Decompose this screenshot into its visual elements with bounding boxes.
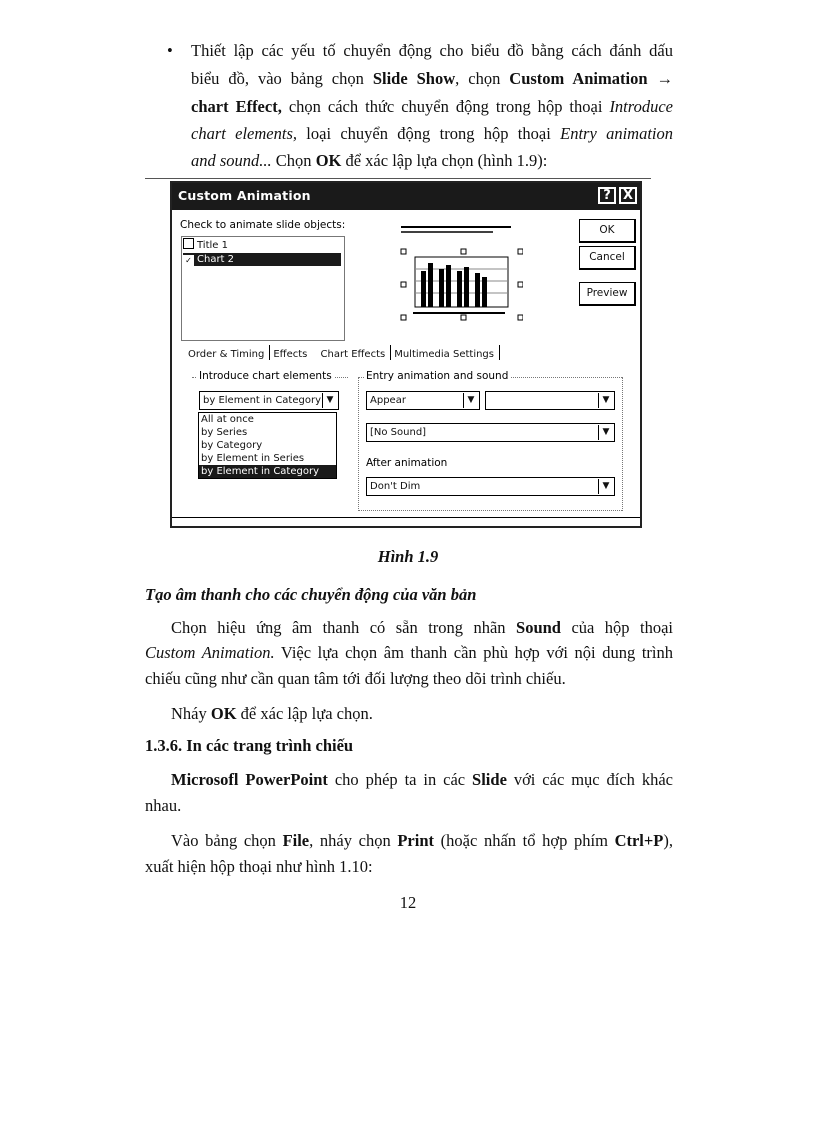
entry-label: Entry animation and sound bbox=[366, 370, 509, 382]
dialog-bottom-line bbox=[172, 517, 640, 518]
shortcut-term: Ctrl+P bbox=[614, 831, 664, 850]
tab-order-timing[interactable]: Order & Timing bbox=[188, 349, 265, 360]
intro-text: để xác lập lựa chọn (hình 1.9): bbox=[341, 151, 548, 170]
page-number: 12 bbox=[399, 893, 417, 912]
figure-top-rule bbox=[145, 178, 651, 179]
intro-text: chọn cách thức chuyển động trong hộp thoại bbox=[281, 97, 610, 116]
para1-line-2 bbox=[145, 639, 673, 666]
preview-button[interactable]: Preview bbox=[579, 282, 636, 306]
objects-list[interactable] bbox=[181, 236, 345, 341]
object-item-chart[interactable] bbox=[183, 253, 341, 266]
after-animation-select[interactable] bbox=[366, 477, 615, 496]
help-button[interactable]: ? bbox=[598, 187, 616, 204]
menu-slide-show: Slide Show bbox=[372, 69, 456, 88]
after-animation-label: After animation bbox=[366, 457, 448, 469]
para1-line-1 bbox=[171, 614, 673, 641]
option-by-series[interactable]: by Series bbox=[201, 427, 248, 438]
intro-text: Thiết lập các yếu tố chuyển động cho biểu đồ bằng cách đánh dấu bbox=[191, 41, 673, 60]
para-text: Việc lựa chọn âm thanh cần phù hợp với nội dung trình bbox=[274, 643, 673, 662]
intro-text: loại chuyển động trong hộp thoại bbox=[297, 124, 561, 143]
after-value: Don't Dim bbox=[370, 481, 421, 492]
para-text: ), bbox=[663, 831, 673, 850]
slide-preview bbox=[393, 221, 523, 321]
file-term: File bbox=[282, 831, 310, 850]
introduce-value: by Element in Category bbox=[203, 395, 321, 406]
chevron-down-icon[interactable]: ▼ bbox=[463, 393, 478, 408]
tab-strip bbox=[188, 345, 503, 360]
chevron-down-icon[interactable]: ▼ bbox=[598, 479, 613, 494]
option-by-category[interactable]: by Category bbox=[201, 440, 263, 451]
para-text: cho phép ta in các bbox=[327, 770, 473, 789]
checkbox-checked-icon[interactable]: ✓ bbox=[183, 255, 194, 266]
checkbox-icon[interactable] bbox=[183, 238, 194, 249]
para-text: Vào bảng chọn bbox=[171, 831, 283, 850]
chart-effect-term: chart Effect, bbox=[191, 97, 282, 116]
para-text: của hộp thoại bbox=[560, 618, 673, 637]
intro-line-3 bbox=[191, 93, 673, 120]
introduce-options-list[interactable] bbox=[198, 412, 337, 479]
custom-animation-term: Custom Animation. bbox=[145, 643, 275, 662]
and-sound-term: and sound... bbox=[191, 151, 272, 170]
entry-group-right-border bbox=[622, 377, 624, 511]
tab-chart-effects[interactable]: Chart Effects bbox=[320, 349, 386, 360]
dialog-titlebar bbox=[172, 183, 640, 210]
heading-1-3-6: 1.3.6. In các trang trình chiếu bbox=[145, 736, 354, 755]
introduce-label: Introduce chart elements bbox=[199, 370, 332, 382]
tab-divider bbox=[269, 345, 270, 360]
tab-divider bbox=[499, 345, 500, 360]
chart-thumbnail-icon bbox=[393, 221, 523, 321]
bullet: • bbox=[167, 41, 173, 60]
menu-custom-animation: Custom Animation → bbox=[509, 69, 673, 88]
para-text: (hoặc nhấn tổ hợp phím bbox=[434, 831, 615, 850]
entry-animation-select[interactable] bbox=[366, 391, 480, 410]
introduce-term: Introduce bbox=[609, 97, 673, 116]
dialog-title: Custom Animation bbox=[178, 188, 311, 203]
check-objects-label: Check to animate slide objects: bbox=[180, 219, 346, 231]
figure-caption: Hình 1.9 bbox=[377, 547, 439, 566]
intro-text: Chọn bbox=[271, 151, 316, 170]
para1-line-3: chiếu cũng như cần quan tâm tới đối lượng theo dõi trình chiếu. bbox=[145, 669, 566, 688]
intro-text: biểu đồ, vào bảng chọn bbox=[191, 69, 373, 88]
tab-effects[interactable]: Effects bbox=[273, 349, 308, 360]
entry-group-bottom-border bbox=[358, 510, 622, 511]
object-label: Title 1 bbox=[197, 240, 228, 251]
para2 bbox=[171, 700, 373, 727]
para3-line-2: nhau. bbox=[145, 796, 182, 815]
sound-value: [No Sound] bbox=[370, 427, 427, 438]
entry-animation-term: Entry animation bbox=[560, 124, 674, 143]
intro-text: , chọn bbox=[455, 69, 510, 88]
para-text: , nháy chọn bbox=[309, 831, 398, 850]
intro-line-2 bbox=[191, 65, 673, 92]
para-text: với các mục đích khác bbox=[506, 770, 674, 789]
section-heading: Tạo âm thanh cho các chuyển động của văn bản bbox=[145, 585, 477, 604]
object-item-title[interactable] bbox=[183, 238, 228, 252]
intro-line-5 bbox=[191, 147, 673, 174]
para-text: để xác lập lựa chọn. bbox=[236, 704, 373, 723]
cancel-button[interactable]: Cancel bbox=[579, 246, 636, 270]
introduce-select[interactable] bbox=[199, 391, 339, 410]
entry-value: Appear bbox=[370, 395, 406, 406]
entry-direction-select[interactable] bbox=[485, 391, 615, 410]
chart-elements-term: chart elements, bbox=[191, 124, 297, 143]
tab-divider bbox=[390, 345, 391, 360]
ok-term: OK bbox=[315, 151, 342, 170]
chevron-down-icon[interactable]: ▼ bbox=[598, 393, 613, 408]
entry-group-left-border bbox=[358, 377, 360, 511]
para4-line-1 bbox=[171, 827, 673, 854]
powerpoint-term: Microsofl PowerPoint bbox=[171, 770, 328, 789]
option-by-element-in-series[interactable]: by Element in Series bbox=[201, 453, 305, 464]
chevron-down-icon[interactable]: ▼ bbox=[322, 393, 337, 408]
sound-term: Sound bbox=[516, 618, 561, 637]
tab-multimedia-settings[interactable]: Multimedia Settings bbox=[394, 349, 494, 360]
chevron-down-icon[interactable]: ▼ bbox=[598, 425, 613, 440]
para-text: Chọn hiệu ứng âm thanh có sẵn trong nhãn bbox=[171, 618, 517, 637]
sound-select[interactable] bbox=[366, 423, 615, 442]
intro-line-4 bbox=[191, 120, 673, 147]
close-button[interactable]: X bbox=[619, 187, 637, 204]
option-all-at-once[interactable]: All at once bbox=[201, 414, 254, 425]
para4-line-2: xuất hiện hộp thoại như hình 1.10: bbox=[145, 857, 373, 876]
ok-button[interactable]: OK bbox=[579, 219, 636, 243]
print-term: Print bbox=[397, 831, 435, 850]
option-by-element-in-category[interactable]: by Element in Category bbox=[199, 465, 336, 478]
slide-term: Slide bbox=[472, 770, 507, 789]
object-label: Chart 2 bbox=[197, 254, 235, 265]
ok-term: OK bbox=[210, 704, 237, 723]
intro-line-1 bbox=[191, 37, 673, 64]
para-text: Nháy bbox=[171, 704, 211, 723]
para3-line-1 bbox=[171, 766, 673, 793]
